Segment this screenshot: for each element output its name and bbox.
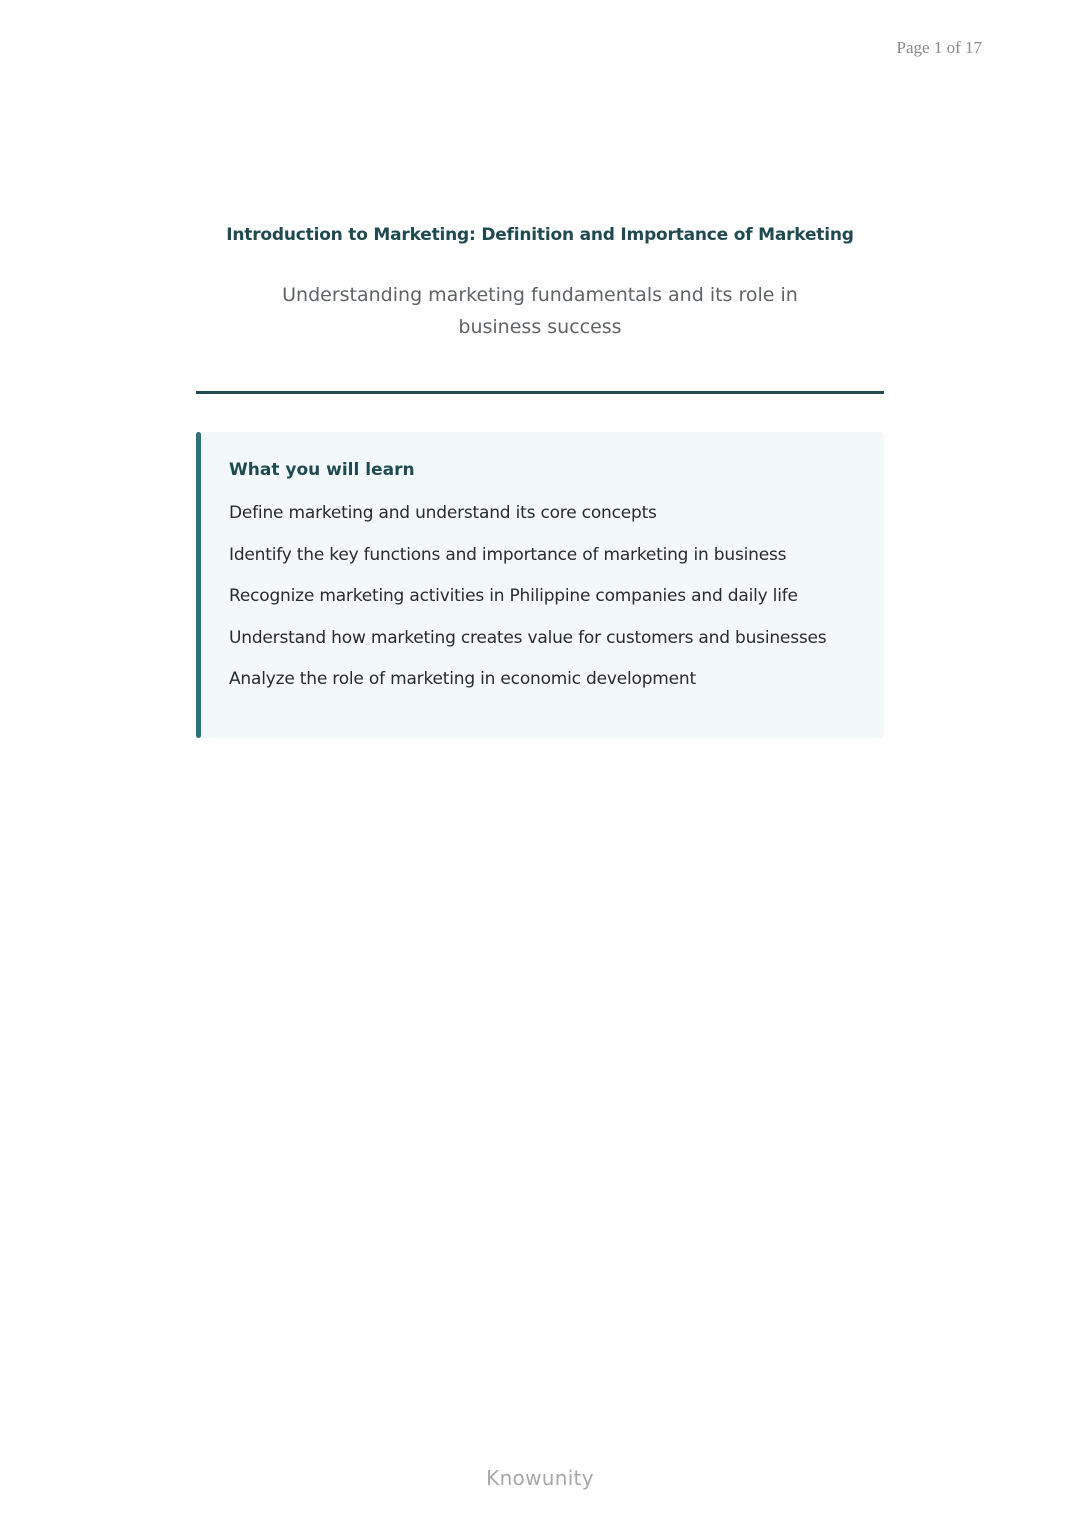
- list-item: Analyze the role of marketing in economic development: [229, 669, 696, 689]
- list-item: Understand how marketing creates value for customers and businesses: [229, 627, 827, 648]
- header-divider: [196, 391, 884, 394]
- document-header: [0, 225, 1080, 343]
- learning-objectives-heading: What you will learn: [229, 460, 415, 480]
- list-item: Define marketing and understand its core concepts: [229, 503, 657, 523]
- accent-bar: [196, 432, 201, 738]
- footer-brand: Knowunity: [486, 1466, 594, 1490]
- list-item: Identify the key functions and importance of marketing in business: [229, 544, 787, 565]
- learning-objectives-list: [229, 502, 864, 710]
- learning-objectives-box: [196, 432, 884, 738]
- list-item: Recognize marketing activities in Philippine companies and daily life: [229, 586, 798, 606]
- document-subtitle: Understanding marketing fundamentals and its role in business success: [282, 284, 798, 338]
- page-number: Page 1 of 17: [896, 38, 982, 57]
- document-title: Introduction to Marketing: Definition and Importance of Marketing: [226, 225, 854, 245]
